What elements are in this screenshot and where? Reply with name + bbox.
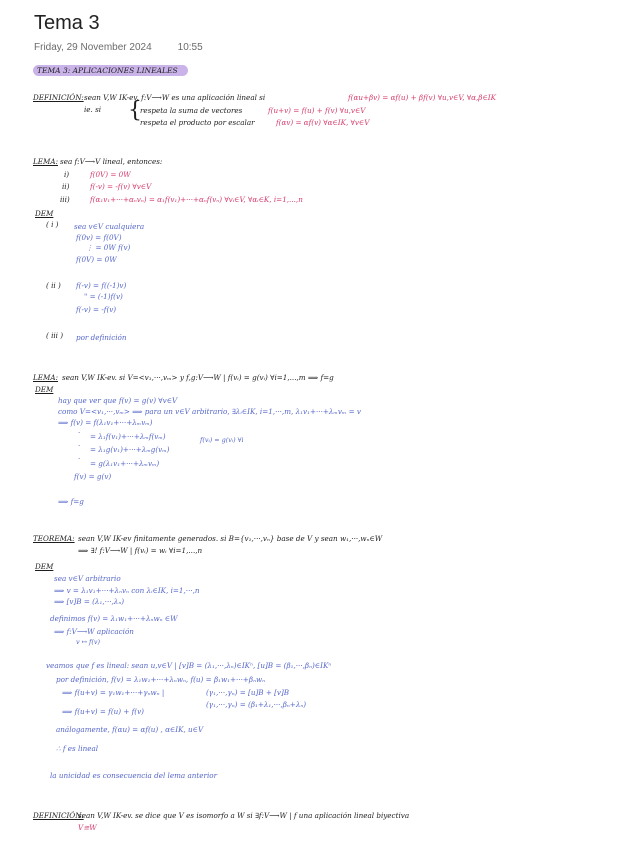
dem1-ii-line: " = (-1)f(v) xyxy=(84,292,123,301)
dem3-analog: análogamente, f(αu) = αf(u) , α∈IK, u∈V xyxy=(56,725,204,734)
def1-cond2-formula: f(αv) = αf(v) ∀α∈IK, ∀v∈V xyxy=(276,118,370,127)
dem2-dots: · · · xyxy=(78,428,81,463)
dem2-label: DEM xyxy=(35,385,54,394)
dem1-label: DEM xyxy=(35,209,54,218)
teorema-line1: sean V,W IK-ev finitamente generados. si B={v₁,···,vₙ} base de V y sean w₁,···,wₙ∈W xyxy=(78,534,383,543)
dem1-i-line: f(0v) = f(0V) xyxy=(76,233,122,242)
dem1-iii-text: por definición xyxy=(76,333,127,342)
dem3-lin-sum: ⟹ f(u+v) = γ₁w₁+···+γₙwₙ | xyxy=(62,688,165,697)
dem2-side-note: f(vᵢ) = g(vᵢ) ∀i xyxy=(200,436,244,444)
dem1-ii-line: f(-v) = f((-1)v) xyxy=(76,281,127,290)
teorema-label: TEOREMA: xyxy=(33,534,75,543)
def1-cond1-formula: f(u+v) = f(u) + f(v) ∀u,v∈V xyxy=(268,106,366,115)
section-title: TEMA 3: APLICACIONES LINEALES xyxy=(33,66,188,75)
dem3-lin-eq: ⟹ f(u+v) = f(u) + f(v) xyxy=(62,707,144,716)
def2-label: DEFINICIÓN: xyxy=(33,811,84,820)
note-datetime xyxy=(34,42,203,53)
lema1-item-num: iii) xyxy=(60,195,70,204)
def1-label: DEFINICIÓN: xyxy=(33,93,84,102)
note-date: Friday, 29 November 2024 xyxy=(34,42,152,53)
lema2-statement: sean V,W IK-ev. si V=<v₁,···,vₘ> y f,g:V⟶W | f(vᵢ) = g(vᵢ) ∀i=1,...,m ⟹ f=g xyxy=(62,373,334,382)
def1-brace: { xyxy=(128,98,142,123)
lema1-item-num: ii) xyxy=(62,182,70,191)
def1-cond1: respeta la suma de vectores xyxy=(140,106,243,115)
dem3-line: v ↦ f(v) xyxy=(76,638,100,646)
teorema-line2: ⟹ ∃! f:V⟶W | f(vᵢ) = wᵢ ∀i=1,...,n xyxy=(78,546,203,555)
dem3-line: ⟹ v = λ₁v₁+···+λₙvₙ con λᵢ∈IK, i=1,···,n xyxy=(54,586,200,595)
dem3-unique: la unicidad es consecuencia del lema anterior xyxy=(50,771,218,780)
dem2-line: ⟹ f=g xyxy=(58,497,84,506)
note-time: 10:55 xyxy=(177,42,203,53)
dem2-line: hay que ver que f(v) = g(v) ∀v∈V xyxy=(58,396,178,405)
dem3-concl: ∴ f es lineal xyxy=(56,744,99,753)
lema1-item-text: f(α₁v₁+···+αₙvₙ) = α₁f(v₁)+···+αₙf(vₙ) ∀vᵢ∈V, ∀αᵢ∈K, i=1,...,n xyxy=(90,195,303,204)
dem1-ii-line: f(-v) = -f(v) xyxy=(76,305,117,314)
dem3-lin-def: por definición, f(v) = λ₁w₁+···+λₙwₙ, f(u) = β₁w₁+···+βₙwₙ xyxy=(56,675,266,684)
lema1-statement: sea f:V⟶V lineal, entonces: xyxy=(60,157,163,166)
lema1-item-text: f(-v) = -f(v) ∀v∈V xyxy=(90,182,152,191)
lema2-label: LEMA: xyxy=(33,373,58,382)
def1-cond2: respeta el producto por escalar xyxy=(140,118,255,127)
def2-line1: sean V,W IK-ev. se dice que V es isomorfo a W si ∃f:V⟶W | f una aplicación lineal biyectiva xyxy=(78,811,410,820)
dem1-i-line: f(0V) = 0W xyxy=(76,255,117,264)
lema1-item-num: i) xyxy=(64,170,70,179)
dem2-line: f(v) = g(v) xyxy=(74,472,112,481)
dem3-line: sea v∈V arbitrario xyxy=(54,574,121,583)
dem1-i-line: ⋮ = 0W f(v) xyxy=(86,243,131,252)
dem2-line: = λ₁f(v₁)+···+λₘf(vₘ) xyxy=(90,432,166,441)
lema1-label: LEMA: xyxy=(33,157,58,166)
dem2-line: = g(λ₁v₁+···+λₘvₘ) xyxy=(90,459,160,468)
def1-line1: sean V,W IK-ev. f:V⟶W es una aplicación lineal si xyxy=(84,93,266,102)
dem3-line: ⟹ [v]B = (λ₁,···,λₙ) xyxy=(54,597,125,606)
dem3-lin-sum-r1: (γ₁,···,γₙ) = [u]B + [v]B xyxy=(206,688,290,697)
dem1-i-line: sea v∈V cualquiera xyxy=(74,222,145,231)
note-title[interactable]: Tema 3 xyxy=(34,12,100,34)
def2-line2: V≅W xyxy=(78,823,97,832)
dem2-line: = λ₁g(v₁)+···+λₘg(vₘ) xyxy=(90,445,170,454)
dem2-line: ⟹ f(v) = f(λ₁v₁+···+λₘvₘ) xyxy=(58,418,153,427)
dem1-ii-num: ( ii ) xyxy=(46,281,61,290)
def1-line1-formula: f(αu+βv) = αf(u) + βf(v) ∀u,v∈V, ∀α,β∈IK xyxy=(348,93,496,102)
dem3-lin-sum-r2: (γ₁,···,γₙ) = (β₁+λ₁,···,βₙ+λₙ) xyxy=(206,700,307,709)
dem1-i-num: ( i ) xyxy=(46,220,59,229)
dem3-line: ⟹ f:V⟶W aplicación xyxy=(54,627,134,636)
dem3-label: DEM xyxy=(35,562,54,571)
def1-ie: ie. si xyxy=(84,105,102,114)
dem3-line: definimos f(v) = λ₁w₁+···+λₙwₙ ∈W xyxy=(50,614,178,623)
lema1-item-text: f(0V) = 0W xyxy=(90,170,131,179)
dem1-iii-num: ( iii ) xyxy=(46,331,64,340)
dem3-lin-intro: veamos que f es lineal: sean u,v∈V | [v]B = (λ₁,···,λₙ)∈IKⁿ, [u]B = (β₁,···,βₙ)∈IKⁿ xyxy=(46,661,332,670)
dem2-line: como V=<v₁,···,vₘ> ⟹ para un v∈V arbitrario, ∃λᵢ∈IK, i=1,···,m, λ₁v₁+···+λₘvₘ = v xyxy=(58,407,361,416)
